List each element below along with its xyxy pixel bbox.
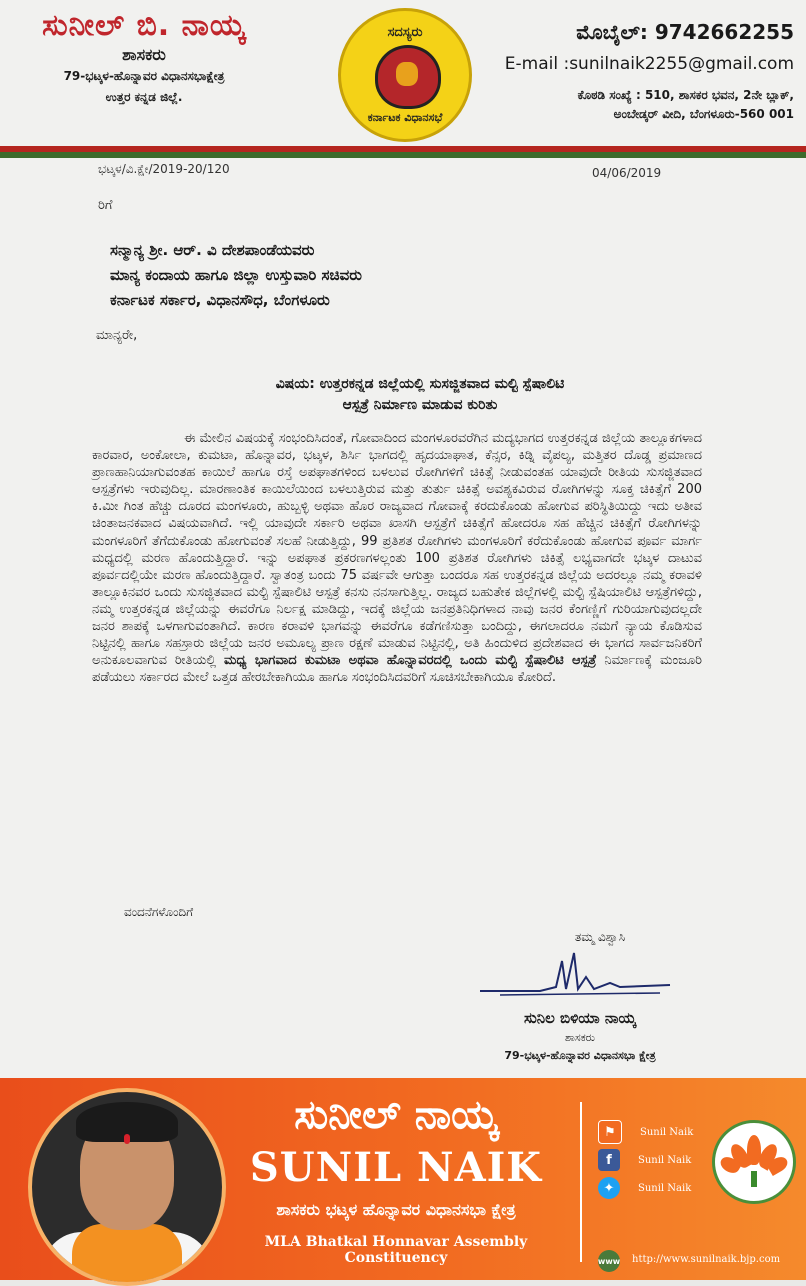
letterhead-constituency: 79-ಭಟ್ಕಳ-ಹೊನ್ನಾವರ ವಿಧಾನಸಭಾಕ್ಷೇತ್ರ — [63, 69, 225, 83]
body-end: ನಿರ್ಮಾಣಕ್ಕೆ ಮಂಜೂರಿ ಪಡೆಯಲು ಸರ್ಕಾರದ ಮೇಲೆ ಒತ್ತಡ ಹೇರಬೇಕಾಗಿಯೂ ಹಾಗೂ ಸಂಭಂದಿಸಿದವರಿಗೆ ಸೂಚಿಸಬೇಕಾಗಿಯೂ ಕೋರಿದೆ. — [92, 653, 702, 686]
recipient-line3: ಕರ್ನಾಟಕ ಸರ್ಕಾರ, ವಿಧಾನಸೌಧ, ಬೆಂಗಳೂರು — [110, 291, 330, 309]
globe-icon: www — [598, 1250, 620, 1272]
facebook-icon: f — [598, 1149, 620, 1171]
letterhead-rule-green — [0, 152, 806, 158]
social-link-twitter[interactable] — [598, 1174, 693, 1202]
letterhead-left — [14, 8, 274, 105]
letterhead-role: ಶಾಸಕರು — [122, 45, 166, 64]
letterhead-district: ಉತ್ತರ ಕನ್ನಡ ಜಿಲ್ಲೆ. — [105, 90, 183, 104]
letter-body — [92, 430, 702, 686]
social-links — [598, 1118, 693, 1202]
twitter-icon: ✦ — [598, 1177, 620, 1199]
body-main: ಈ ಮೇಲಿನ ವಿಷಯಕ್ಕೆ ಸಂಭಂದಿಸಿದಂತೆ, ಗೋವಾದಿಂದ ಮಂಗಳೂರವರೆಗಿನ ಮದ್ಯಭಾಗದ ಉತ್ತರಕನ್ನಡ ಜಿಲ್ಲೆಯ ತಾಲ್ಲೂಕಗಳಾದ ಕಾರವಾರ, ಅಂಕೋಲಾ, ಕುಮಟಾ, ಹೊನ್ನಾವರ, ಭಟ್ಕಳ, ಶಿರ್ಸಿ ಭಾಗದಲ್ಲಿ ಹೃದಯಾಘಾತ, ಕೆನ್ಸರ, ಕಿಡ್ನಿ ವೈಪಲ್ಯ, ಮತ್ತಿತರ ದೊಡ್ಡ ಪ್ರಮಾಣದ ಪ್ರಾಣಹಾನಿಯಾಗುವಂತಹ ಕಾಯಿಲೆ ಹಾಗೂ ರಸ್ತೆ ಅಪಘಾತಗಳಿಂದ ಬಳಲುವ ರೋಗಿಗಳಿಗೆ ಚಿಕಿತ್ಸೆ ನೀಡುವಂತಹ ಯಾವುದೇ ರೀತಿಯ ಸುಸಜ್ಜಿತವಾದ ಆಸ್ಪತ್ರೆಗಳು ಇರುವುದಿಲ್ಲ. ಮಾರಣಾಂತಿಕ ಕಾಯಿಲೆಯಿಂದ ಬಳಲುತ್ತಿರುವ ಮತ್ತು ತುರ್ತು ಚಿಕಿತ್ಸೆ ಅವಶ್ಯಕವಿರುವ ರೋಗಿಗಳನ್ನು ಸೂಕ್ತ ಚಿಕಿತ್ಸೆಗೆ 200 ಕಿ.ಮೀ ಗಿಂತ ಹೆಚ್ಚು ದೂರದ ಮಂಗಳೂರು, ಹುಬ್ಬಳ್ಳಿ ಅಥವಾ ಹೊರ ರಾಜ್ಯವಾದ ಗೋವಾಕ್ಕೆ ಕರದುಕೊಂಡು ಹೋಗುವ ಪರಿಸ್ಥಿತಿಯಿದ್ದು ಇದು ಅತೀವ ಚಿಂತಾಜನಕವಾದ ವಿಷಯವಾಗಿದೆ. ಇಲ್ಲಿ ಯಾವುದೇ ಸರ್ಕಾರಿ ಅಥವಾ ಖಾಸಗಿ ಆಸ್ಪತ್ರೆಗೆ ಚಿಕಿತ್ಸೆಗೆ ಹೋದರೂ ಸಹ ಹೆಚ್ಚಿನ ಚಿಕಿತ್ಸೆಗೆ ರೋಗಿಗಳನ್ನು ಮಂಗಳೂರಿಗೆ ತೆಗೆದುಕೊಂಡು ಹೋಗುವಂತೆ ಸಲಹೆ ನೀಡುತ್ತಿದ್ದು, 99 ಪ್ರತಿಶತ ರೋಗಿಗಳು ಮಂಗಳೂರಿಗೆ ಕರೆದುಕೊಂಡು ಹೋಗುವ ಪೂರ್ವ ಮಾರ್ಗ ಮಧ್ಯದಲ್ಲಿ ಮರಣ ಹೊಂದುತ್ತಿದ್ದಾರೆ. ಇನ್ನು ಅಪಘಾತ ಪ್ರಕರಣಗಳಲ್ಲಂತು 100 ಪ್ರತಿಶತ ರೋಗಿಗಳು ಚಿಕಿತ್ಸೆ ಲಭ್ಯವಾಗದೇ ಭಟ್ಕಳ ದಾಟುವ ಪೂರ್ವದಲ್ಲಿಯೇ ಮರಣ ಹೊಂದುತ್ತಿದ್ದಾರೆ. ಸ್ವಾತಂತ್ರ ಬಂದು 75 ವರ್ಷವೇ ಆಗುತ್ತಾ ಬಂದರೂ ಸಹ ಉತ್ತರಕನ್ನಡ ಜಿಲ್ಲೆಯ ಅದರಲ್ಲೂ ನಮ್ಮ ಕರಾವಳಿ ತಾಲ್ಲೂಕಿನವರ ಒಂದು ಸುಸಜ್ಜಿತವಾದ ಮಲ್ಟಿ ಸ್ಪೆಷಾಲಿಟಿ ಆಸ್ಪತ್ರೆ ಕನಸು ನನಸಾಗುತ್ತಿಲ್ಲ. ರಾಜ್ಯದ ಬಹುತೇಕ ಜಿಲ್ಲೆಗಳಲ್ಲಿ ಮಲ್ಟಿ ಸ್ಪೆಷಿಯಾಲಿಟಿ ಆಸ್ಪತ್ರೆಗಳಿದ್ದು, ನಮ್ಮ ಉತ್ತರಕನ್ನಡ ಜಿಲ್ಲೆಯನ್ನು ಈವರೆಗೂ ನಿರ್ಲಕ್ಷ ಮಾಡಿದ್ದು, ಇದಕ್ಕೆ ಜಿಲ್ಲೆಯ ಜನಪ್ರತಿನಿಧಿಗಳಾದ ನಾವು ಜನರ ಕೆಂಗಣ್ಣಿಗೆ ಗುರಿಯಾಗುವುದಲ್ಲದೇ ಜನರ ಶಾಪಕ್ಕೆ ಒಳಗಾಗುವಂತಾಗಿದೆ. ಕಾರಣ ಕರಾವಳಿ ಭಾಗವನ್ನು ಈವರೆಗೂ ಕಡೆಗಣಿಸುತ್ತಾ ಬಂದಿದ್ದು, ಈಗಲಾದರೂ ನಮಗೆ ನ್ಯಾಯ ಕೊಡಿಸುವ ನಿಟ್ಟಿನಲ್ಲಿ ಹಾಗೂ ಸಹಸ್ರಾರು ಜಿಲ್ಲೆಯ ಜನರ ಅಮೂಲ್ಯ ಪ್ರಾಣ ರಕ್ಷಣೆ ಮಾಡುವ ನಿಟ್ಟಿನಲ್ಲಿ, ಅತಿ ಹಿಂದುಳಿದ ಪ್ರದೇಶವಾದ ಈ ಭಾಗದ ಸಾರ್ವಜನಿಕರಿಗೆ ಅನುಕೂಲವಾಗುವ ರೀತಿಯಲ್ಲಿ — [92, 431, 702, 669]
portrait-photo — [28, 1088, 226, 1286]
social-label: Sunil Naik — [638, 1182, 692, 1194]
body-bold: ಮಧ್ಯ ಭಾಗವಾದ ಕುಮಟಾ ಅಥವಾ ಹೊನ್ನಾವರದಲ್ಲಿ ಒಂದು ಮಲ್ಟಿ ಸ್ಪೆಷಾಲಿಟಿ ಆಸ್ಪತ್ರೆ — [223, 653, 597, 669]
signer-name: ಸುನಿಲ ಬಿಳಿಯಾ ನಾಯ್ಕ — [524, 1009, 636, 1027]
letter-date: 04/06/2019 — [592, 166, 662, 180]
social-label: Sunil Naik — [638, 1154, 692, 1166]
assembly-seal — [338, 8, 472, 142]
letterhead-contact — [474, 20, 794, 122]
website-link[interactable]: http://www.sunilnaik.bjp.com — [632, 1254, 781, 1265]
banner-constituency-kannada: ಶಾಸಕರು ಭಟ್ಕಳ ಹೊನ್ನಾವರ ವಿಧಾನಸಭಾ ಕ್ಷೇತ್ರ — [276, 1200, 516, 1219]
letterhead-name: ಸುನೀಲ್ ಬಿ. ನಾಯ್ಕ — [42, 8, 246, 43]
recipient-line1: ಸನ್ಮಾನ್ಯ ಶ್ರೀ. ಆರ್. ವಿ ದೇಶಪಾಂಡೆಯವರು — [110, 241, 315, 259]
banner-constituency-english: MLA Bhatkal Honnavar Assembly Constituency — [264, 1234, 528, 1266]
seal-bottom-text: ಕರ್ನಾಟಕ ವಿಧಾನಸಭೆ — [367, 111, 443, 124]
subject-line1: ವಿಷಯ: ಉತ್ತರಕನ್ನಡ ಜಿಲ್ಲೆಯಲ್ಲಿ ಸುಸಜ್ಜಿತವಾದ ಮಲ್ಟಿ ಸ್ಪೆಷಾಲಿಟಿ — [275, 376, 565, 392]
signer-role: ಶಾಸಕರು — [564, 1031, 596, 1044]
signer-constituency: 79-ಭಟ್ಕಳ-ಹೊನ್ನಾವರ ವಿಧಾನಸಭಾ ಕ್ಷೇತ್ರ — [504, 1049, 656, 1062]
seal-top-text: ಸದಸ್ಯರು — [387, 25, 423, 40]
letter-subject — [180, 374, 660, 416]
party-lotus-icon — [712, 1120, 796, 1204]
social-link-flag[interactable] — [598, 1118, 693, 1146]
banner-name-english: SUNIL NAIK — [249, 1144, 543, 1191]
banner-name-kannada: ಸುನೀಲ್ ನಾಯ್ಕ — [294, 1092, 498, 1138]
recipient-address — [110, 238, 362, 313]
letterhead-mobile: ಮೊಬೈಲ್: 9742662255 — [576, 20, 794, 44]
letter-to: ರಿಗೆ — [98, 198, 113, 213]
letter-closing: ವಂದನೆಗಳೊಂದಿಗೆ — [124, 905, 194, 919]
letterhead-email: E-mail :sunilnaik2255@gmail.com — [504, 54, 794, 74]
promo-banner — [0, 1078, 806, 1280]
letterhead-address-line2: ಅಂಬೇಡ್ಕರ್ ವೀದಿ, ಬೆಂಗಳೂರು-560 001 — [613, 107, 794, 121]
signature-block — [460, 930, 700, 1063]
signature-yours: ತಮ್ಮ ವಿಶ್ವಾಸಿ — [574, 930, 626, 944]
recipient-line2: ಮಾನ್ಯ ಕಂದಾಯ ಹಾಗೂ ಜಿಲ್ಲಾ ಉಸ್ತುವಾರಿ ಸಚಿವರು — [110, 266, 362, 284]
salutation: ಮಾನ್ಯರೇ, — [96, 328, 138, 343]
subject-line2: ಆಸ್ಪತ್ರೆ ನಿರ್ಮಾಣ ಮಾಡುವ ಕುರಿತು — [342, 397, 498, 413]
banner-divider — [580, 1102, 582, 1262]
social-link-facebook[interactable] — [598, 1146, 693, 1174]
handwritten-signature — [470, 947, 690, 999]
letterhead-address-line1: ಕೊಠಡಿ ಸಂಖ್ಯೆ : 510, ಶಾಸಕರ ಭವನ, 2ನೇ ಬ್ಲಾಕ್, — [577, 88, 794, 102]
social-label: Sunil Naik — [640, 1126, 694, 1138]
state-emblem-icon — [375, 45, 441, 109]
flag-icon: ⚑ — [598, 1120, 622, 1144]
letter-reference: ಭಟ್ಕಳ/ವಿ.ಕ್ಷೇ/2019-20/120 — [98, 162, 230, 176]
